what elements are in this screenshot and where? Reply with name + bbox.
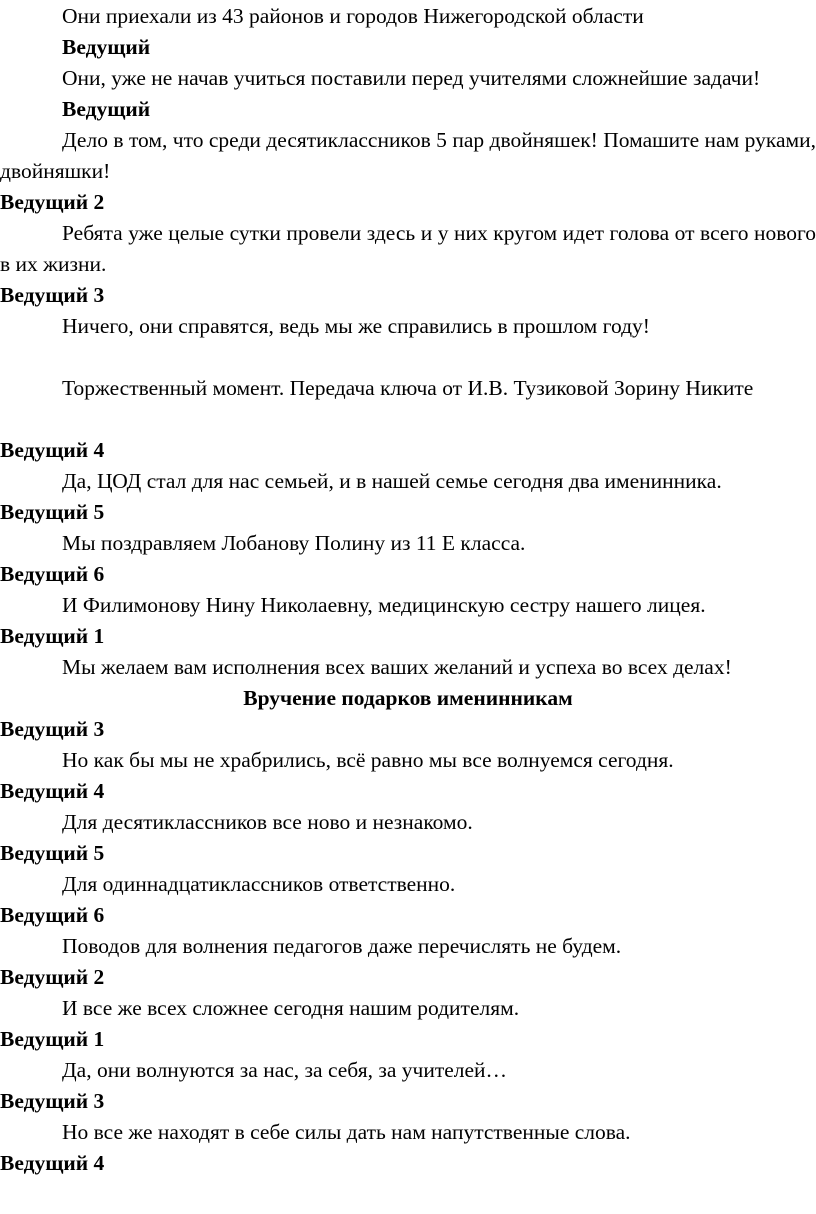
speaker-label: Ведущий 3	[0, 717, 105, 741]
paragraph: Мы поздравляем Лобанову Полину из 11 Е класса.	[62, 531, 526, 555]
paragraph: Дело в том, что среди десятиклассников 5 пар двойняшек! Помашите нам руками, двойняшки!	[0, 128, 816, 183]
blank-line	[0, 404, 816, 435]
paragraph: Торжественный момент. Передача ключа от И.В. Тузиковой Зорину Никите	[62, 376, 754, 400]
section-heading: Вручение подарков именинникам	[243, 686, 573, 710]
speaker-label: Ведущий 2	[0, 965, 105, 989]
speaker-label: Ведущий	[62, 97, 151, 121]
speaker-label: Ведущий 1	[0, 624, 105, 648]
speaker-label: Ведущий 5	[0, 841, 105, 865]
speaker-label: Ведущий 3	[0, 1089, 105, 1113]
paragraph: И все же всех сложнее сегодня нашим родителям.	[62, 996, 520, 1020]
paragraph: И Филимонову Нину Николаевну, медицинскую сестру нашего лицея.	[62, 593, 706, 617]
paragraph: Для десятиклассников все ново и незнакомо.	[62, 810, 473, 834]
paragraph: Но все же находят в себе силы дать нам напутственные слова.	[62, 1120, 631, 1144]
speaker-label: Ведущий 2	[0, 190, 105, 214]
speaker-label: Ведущий 4	[0, 779, 105, 803]
blank-line	[0, 342, 816, 373]
speaker-label: Ведущий 6	[0, 903, 105, 927]
speaker-label: Ведущий 6	[0, 562, 105, 586]
speaker-label: Ведущий 4	[0, 1151, 105, 1175]
paragraph: Они, уже не начав учиться поставили перед учителями сложнейшие задачи!	[62, 66, 761, 90]
paragraph: Ребята уже целые сутки провели здесь и у них кругом идет голова от всего нового в их жизни.	[0, 221, 816, 276]
speaker-label: Ведущий 4	[0, 438, 105, 462]
paragraph: Да, ЦОД стал для нас семьей, и в нашей семье сегодня два именинника.	[62, 469, 722, 493]
speaker-label: Ведущий 3	[0, 283, 105, 307]
paragraph: Поводов для волнения педагогов даже перечислять не будем.	[62, 934, 622, 958]
paragraph: Они приехали из 43 районов и городов Нижегородской области	[62, 4, 644, 28]
paragraph: Мы желаем вам исполнения всех ваших желаний и успеха во всех делах!	[62, 655, 732, 679]
speaker-label: Ведущий 5	[0, 500, 105, 524]
paragraph: Но как бы мы не храбрились, всё равно мы все волнуемся сегодня.	[62, 748, 674, 772]
paragraph: Для одиннадцатиклассников ответственно.	[62, 872, 456, 896]
speaker-label: Ведущий 1	[0, 1027, 105, 1051]
paragraph: Да, они волнуются за нас, за себя, за учителей…	[62, 1058, 508, 1082]
speaker-label: Ведущий	[62, 35, 151, 59]
paragraph: Ничего, они справятся, ведь мы же справились в прошлом году!	[62, 314, 650, 338]
